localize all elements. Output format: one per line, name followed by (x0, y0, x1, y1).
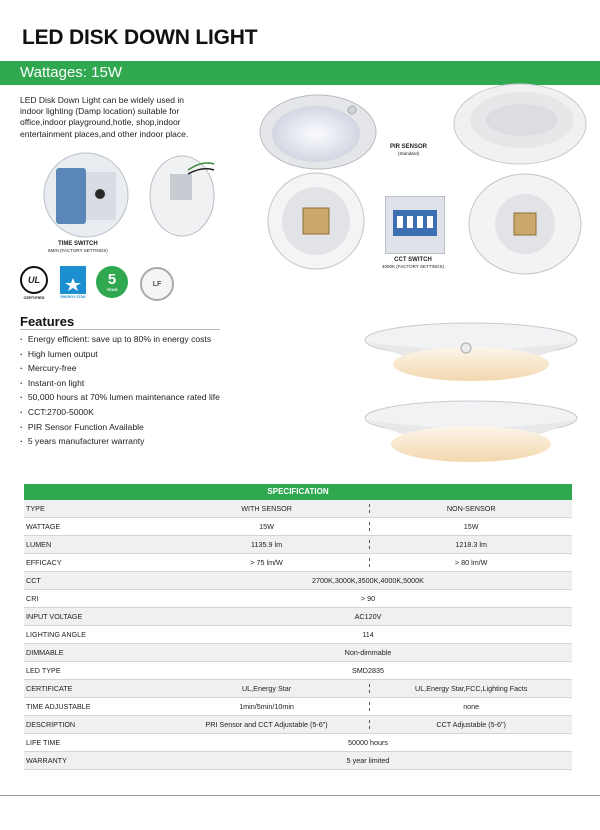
spec-row (24, 554, 572, 572)
spec-label: INPUT VOLTAGE (26, 612, 83, 621)
spec-value-non-sensor: NON-SENSOR (446, 504, 496, 513)
spec-value-with-sensor: 15W (164, 522, 371, 531)
pir-sensor-sub: (Standard) (397, 151, 420, 156)
feature-item: · 50,000 hours at 70% lumen maintenance rated life (20, 390, 220, 405)
feature-item: · High lumen output (20, 347, 220, 362)
spec-value-with-sensor: 1min/5min/10min (164, 702, 371, 711)
spec-value: AC120V (354, 612, 382, 621)
spec-row (24, 518, 572, 536)
spec-row (24, 698, 572, 716)
spec-row (24, 500, 572, 518)
specification-table (24, 484, 572, 770)
features-title: Features (20, 314, 75, 329)
spec-value: 5 year limited (346, 756, 390, 765)
spec-row (24, 662, 572, 680)
specification-header: SPECIFICATION (24, 484, 572, 500)
spec-value-with-sensor: 1135.9 lm (164, 540, 371, 549)
spec-value: Non-dimmable (344, 648, 392, 657)
spec-row (24, 734, 572, 752)
led-board-photo-right (466, 172, 584, 276)
footer-divider (0, 795, 600, 796)
disk-light-side-photo-sensor (362, 320, 580, 386)
warranty-years: 5 (107, 270, 117, 288)
spec-row (24, 680, 572, 698)
lighting-facts-logo: LF (140, 267, 174, 301)
page-title: LED DISK DOWN LIGHT (22, 26, 258, 49)
spec-value-with-sensor: WITH SENSOR (164, 504, 371, 513)
pir-sensor-caption (390, 144, 427, 156)
spec-row (24, 608, 572, 626)
cct-switch-caption (382, 257, 444, 269)
disk-light-photo-top (450, 78, 590, 166)
ul-mark: UL (20, 266, 48, 294)
feature-item: · CCT:2700-5000K (20, 405, 220, 420)
spec-value-with-sensor: PRI Sensor and CCT Adjustable (5-6") (164, 720, 371, 729)
spec-row (24, 644, 572, 662)
feature-item: · Energy efficient: save up to 80% in energy costs (20, 332, 220, 347)
spec-label: CCT (26, 576, 41, 585)
energy-star-logo (60, 266, 86, 300)
cct-switch-sub: 4000K (FACTORY SETTINGS) (382, 264, 445, 269)
wattage-label: Wattages: 15W (20, 64, 122, 81)
spec-value-non-sensor: 1218.3 lm (455, 540, 487, 549)
feature-item: · Instant-on light (20, 376, 220, 391)
specification-rows (24, 500, 572, 770)
disk-light-photo-sensor (258, 92, 378, 172)
spec-value-non-sensor: none (463, 702, 480, 711)
spec-value-non-sensor: > 80 lm/W (454, 558, 488, 567)
time-switch-label: TIME SWITCH (58, 241, 98, 247)
spec-label: WARRANTY (26, 756, 67, 765)
spec-value: 114 (362, 630, 374, 639)
ul-certified-logo (20, 266, 48, 300)
spec-row (24, 752, 572, 770)
ul-certified-text: CERTIFIED (23, 295, 45, 300)
spec-label: WATTAGE (26, 522, 61, 531)
features-list (20, 332, 220, 449)
time-switch-caption (48, 241, 108, 253)
spec-value-non-sensor: CCT Adjustable (5-6") (436, 720, 506, 729)
time-switch-sub: 5MIN (FACTORY SETTINGS) (48, 248, 108, 253)
intro-text: LED Disk Down Light can be widely used in indoor lighting (Damp location) suitable for office,indoor playground,hotle, shop,indoor entertainment places,and other indoor place. (20, 95, 189, 139)
spec-value: 50000 hours (348, 738, 388, 747)
spec-value: > 90 (360, 594, 376, 603)
spec-label: TYPE (26, 504, 45, 513)
warranty-5-year-badge (96, 266, 128, 298)
time-switch-closeup-photo (42, 150, 130, 240)
spec-label: LUMEN (26, 540, 52, 549)
time-switch-back-photo (148, 150, 216, 238)
spec-label: DESCRIPTION (26, 720, 76, 729)
spec-label: DIMMABLE (26, 648, 64, 657)
disk-light-side-photo (362, 398, 580, 468)
feature-item: · Mercury-free (20, 361, 220, 376)
spec-row (24, 716, 572, 734)
spec-value-with-sensor: UL,Energy Star (164, 684, 371, 693)
star-icon (64, 277, 82, 291)
spec-row (24, 626, 572, 644)
spec-value-with-sensor: > 75 lm/W (164, 558, 371, 567)
spec-row (24, 572, 572, 590)
spec-row (24, 536, 572, 554)
spec-label: LIFE TIME (26, 738, 61, 747)
spec-label: EFFICACY (26, 558, 62, 567)
feature-item: · PIR Sensor Function Available (20, 420, 220, 435)
spec-label: CERTIFICATE (26, 684, 73, 693)
spec-value-non-sensor: UL,Energy Star,FCC,Lighting Facts (415, 684, 528, 693)
warranty-word: YEAR (106, 286, 118, 292)
spec-label: LIGHTING ANGLE (26, 630, 86, 639)
spec-label: TIME ADJUSTABLE (26, 702, 91, 711)
cct-switch-photo (385, 196, 445, 254)
led-board-photo-left (265, 170, 367, 272)
spec-row (24, 590, 572, 608)
feature-item: · 5 years manufacturer warranty (20, 434, 220, 449)
spec-value: 2700K,3000K,3500K,4000K,5000K (312, 576, 424, 585)
spec-value-non-sensor: 15W (463, 522, 479, 531)
pir-sensor-label: PIR SENSOR (390, 144, 428, 150)
spec-label: CRI (26, 594, 39, 603)
cct-switch-label: CCT SWITCH (394, 257, 432, 263)
spec-label: LED TYPE (26, 666, 61, 675)
features-divider (20, 329, 220, 330)
spec-value: SMD2835 (352, 666, 384, 675)
energy-star-text: ENERGY STAR (60, 295, 86, 299)
